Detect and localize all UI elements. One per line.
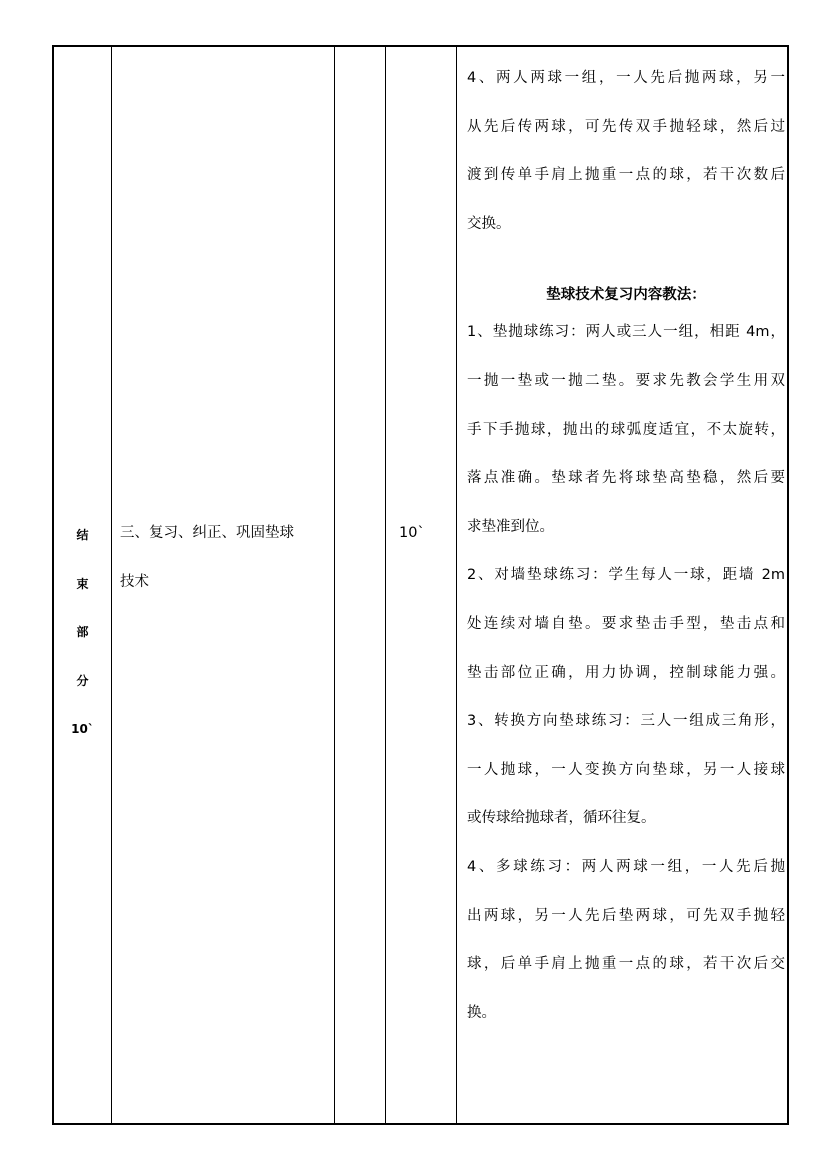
method-line: 交换。 [467,215,511,232]
method-line: 球，后单手肩上抛重一点的球，若干次后交 [467,956,785,973]
time-allocation: 10` [399,525,425,541]
method-line: 或传球给抛球者，循环往复。 [467,810,656,827]
spacer [467,252,785,278]
method-line: 4、两人两球一组，一人先后抛两球，另一 [467,70,785,86]
content-line: 技术 [120,573,149,590]
section-char: 部 [76,625,89,640]
column-divider [334,47,335,1123]
method-line: 从先后传两球，可先传双手抛轻球，然后过 [467,118,785,135]
method-line: 一抛一垫或一抛二垫。要求先教会学生用双 [467,372,785,389]
teaching-method [467,58,785,1041]
section-duration: 10` [71,722,94,737]
method-line: 一人抛球，一人变换方向垫球，另一人接球 [467,761,785,778]
method-line: 求垫准到位。 [467,518,554,535]
method-line: 2、对墙垫球练习：学生每人一球，距墙 2m [467,567,785,584]
section-label [54,525,111,768]
method-line: 出两球，另一人先后垫两球，可先双手抛轻 [467,907,785,924]
lesson-plan-table [52,45,789,1125]
method-line: 4、多球练习：两人两球一组，一人先后抛 [467,858,785,875]
method-line: 换。 [467,1004,496,1021]
method-line: 手下手抛球，抛出的球弧度适宜，不太旋转， [467,421,785,438]
column-divider [456,47,457,1123]
method-line: 处连续对墙自垫。要求垫击手型，垫击点和 [467,615,785,632]
column-divider [111,47,112,1123]
section-char: 分 [76,673,89,688]
method-line: 1、垫抛球练习：两人或三人一组，相距 4m， [467,324,785,341]
content-line: 三、复习、纠正、巩固垫球 [120,525,294,541]
method-line: 垫击部位正确，用力协调，控制球能力强。 [467,664,785,681]
section-char: 结 [76,528,89,542]
method-heading: 垫球技术复习内容教法： [546,287,706,304]
method-line: 渡到传单手肩上抛重一点的球，若干次数后 [467,167,785,184]
method-line: 3、转换方向垫球练习：三人一组成三角形， [467,713,785,730]
method-line: 落点准确。垫球者先将球垫高垫稳，然后要 [467,470,785,487]
column-divider [385,47,386,1123]
section-char: 束 [76,576,89,591]
teaching-content [120,509,330,606]
